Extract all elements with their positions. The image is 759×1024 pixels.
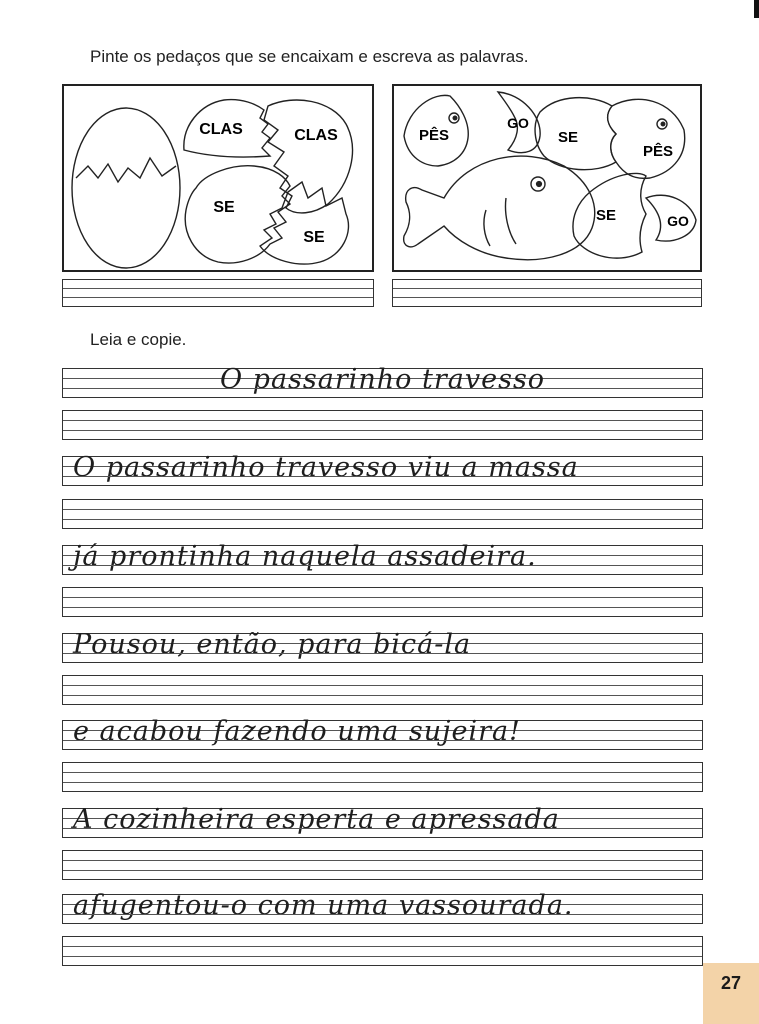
cursive-text: O passarinho travesso viu a massa	[73, 452, 579, 483]
model-line	[62, 541, 703, 575]
practice-line[interactable]	[62, 410, 703, 440]
shells-illustration	[64, 86, 374, 272]
shell-label-se-2: SE	[303, 229, 325, 246]
edge-mark	[754, 0, 759, 18]
instruction-paint: Pinte os pedaços que se encaixam e escreva as palavras.	[90, 47, 529, 66]
cursive-text: A cozinheira esperta e apressada	[73, 804, 560, 835]
practice-line[interactable]	[62, 936, 703, 966]
shell-label-clas-1: CLAS	[199, 121, 243, 138]
practice-line[interactable]	[62, 499, 703, 529]
fish-label-se-1: SE	[557, 129, 579, 146]
practice-line[interactable]	[62, 762, 703, 792]
practice-line[interactable]	[62, 587, 703, 617]
whole-fish-shape	[404, 156, 595, 260]
cursive-text: afugentou-o com uma vassourada.	[73, 890, 574, 921]
instruction-copy: Leia e copie.	[90, 330, 187, 349]
cursive-text: e acabou fazendo uma sujeira!	[73, 716, 521, 747]
model-line	[62, 804, 703, 838]
fish-label-se-2: SE	[595, 207, 617, 224]
shell-piece-bottom-left	[185, 166, 290, 263]
shell-label-se-1: SE	[213, 199, 235, 216]
whole-egg-shape	[72, 108, 180, 268]
fish-label-pes-1: PÊS	[418, 127, 450, 144]
fish-illustration	[394, 86, 702, 272]
fish-piece-head-2	[608, 99, 685, 178]
model-line	[62, 890, 703, 924]
cursive-text: já prontinha naquela assadeira.	[73, 541, 537, 572]
page-number: 27	[703, 963, 759, 1024]
practice-line[interactable]	[62, 675, 703, 705]
fish-label-go-1: GO	[507, 115, 529, 131]
model-line	[62, 452, 703, 486]
answer-lines-fish[interactable]	[392, 279, 702, 307]
model-line	[62, 716, 703, 750]
egg-crack-line	[76, 158, 176, 182]
fish-label-go-2: GO	[667, 213, 689, 229]
model-line-title	[62, 364, 703, 398]
shell-label-clas-2: CLAS	[294, 127, 338, 144]
practice-line[interactable]	[62, 850, 703, 880]
cursive-text: Pousou, então, para bicá-la	[73, 629, 472, 660]
shell-piece-bottom-right	[260, 182, 348, 264]
fish-gill-line	[505, 198, 516, 244]
fish-fin-line	[484, 210, 490, 246]
answer-lines-shells[interactable]	[62, 279, 374, 307]
fish-panel	[392, 84, 702, 272]
fish-label-pes-2: PÊS	[642, 143, 674, 160]
model-line	[62, 629, 703, 663]
cursive-text: O passarinho travesso	[219, 364, 546, 395]
shells-panel	[62, 84, 374, 272]
shell-piece-top-right	[264, 100, 352, 213]
